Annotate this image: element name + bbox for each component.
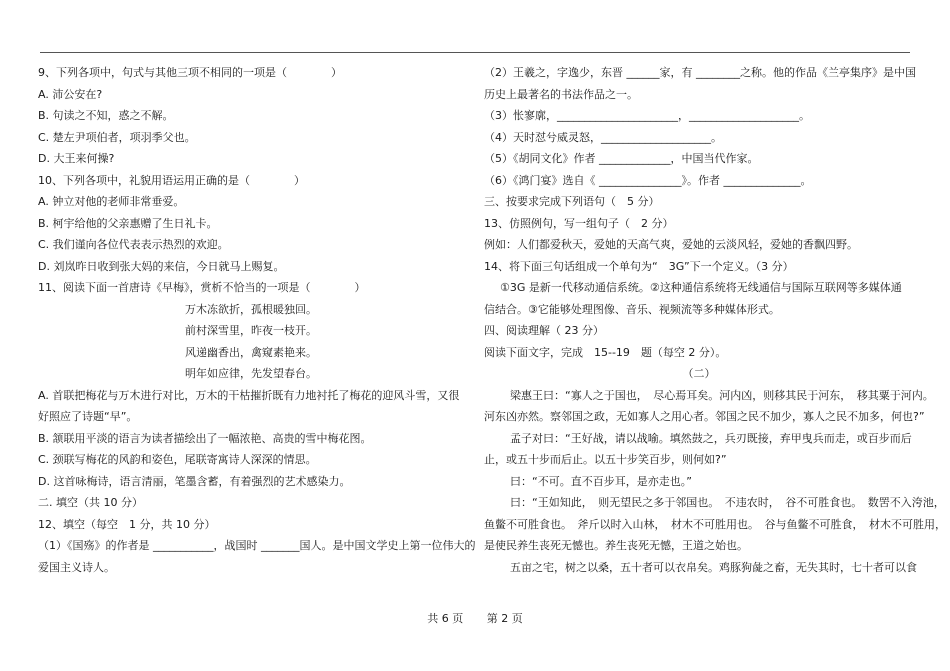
q12-item-5: （5）《胡同文化》作者 _____________，中国当代作家。 [484, 152, 759, 165]
passage-line-4: 止，或五十步而后止。以五十步笑百步，则何如?” [484, 453, 727, 466]
section-2-heading: 二. 填空（共 10 分） [38, 496, 143, 509]
passage-line-6: 曰：“王如知此， 则无望民之多于邻国也。 不违农时， 谷不可胜食也。 数罟不入洿池， [510, 496, 945, 509]
q10-stem: 10、下列各项中，礼貌用语运用正确的是（ ） [38, 173, 305, 187]
total-pages: 共 6 页 [427, 612, 464, 625]
left-column [38, 62, 476, 578]
q9-stem: 9、下列各项中，句式与其他三项不相同的一项是（ ） [38, 66, 342, 79]
q12-item-1: （1）《国殇》的作者是 ___________，战国时 _______国人。是中国文学史上第一位伟大的 [38, 539, 476, 552]
q9-option-d: D. 大王来何操? [38, 152, 115, 165]
passage-line-3: 孟子对曰：“王好战，请以战喻。填然鼓之，兵刃既接，弃甲曳兵而走，或百步而后 [510, 431, 912, 445]
reading-instructions: 阅读下面文字，完成 15--19 题（每空 2 分）。 [484, 345, 727, 359]
q11-option-c: C. 颈联写梅花的风韵和姿色，尾联寄寓诗人深深的情思。 [38, 453, 317, 466]
poem-line-3: 风递幽香出，禽窥素艳来。 [185, 345, 317, 359]
q10-option-d: D. 刘岚昨日收到张大妈的来信，今日就马上赐复。 [38, 259, 285, 273]
page-number: 第 2 页 [486, 612, 523, 625]
passage-line-8: 是使民养生丧死无憾也。养生丧死无憾，王道之始也。 [484, 539, 748, 552]
q9-option-c: C. 楚左尹项伯者，项羽季父也。 [38, 130, 196, 144]
q12-item-3: （3）怅寥廓，______________________，____________________。 [484, 109, 810, 122]
passage-line-1: 梁惠王曰：“寡人之于国也， 尽心焉耳矣。河内凶，则移其民于河东， 移其粟于河内。 [510, 388, 934, 402]
header-rule [40, 52, 910, 53]
q10-option-a: A. 钟立对他的老师非常垂爱。 [38, 195, 185, 208]
q11-option-a: A. 首联把梅花与万木进行对比，万木的干枯摧折既有力地衬托了梅花的迎风斗雪，又很 [38, 388, 460, 402]
poem-line-4: 明年如应律，先发望春台。 [185, 367, 317, 380]
q11-option-d: D. 这首咏梅诗，语言清丽，笔墨含蓄，有着强烈的艺术感染力。 [38, 474, 351, 488]
q12-item-4: （4）天时怼兮威灵怒，____________________。 [484, 130, 722, 144]
q14-material: ①3G 是新一代移动通信系统。②这种通信系统将无线通信与国际互联网等多媒体通 [500, 281, 902, 294]
q12-stem: 12、填空（每空 1 分，共 10 分） [38, 517, 216, 531]
q12-item-6: （6）《鸿门宴》选自《 _______________》。作者 ______________。 [484, 173, 812, 187]
passage-line-7: 鱼鳖不可胜食也。 斧斤以时入山林， 材木不可胜用也。 谷与鱼鳖不可胜食， 材木不可胜用， [484, 517, 946, 531]
q13-example: 例如：人们都爱秋天，爱她的天高气爽，爱她的云淡风轻，爱她的香飘四野。 [484, 238, 858, 251]
q12-item-2-cont: 历史上最著名的书法作品之一。 [484, 87, 638, 101]
q10-option-b: B. 柯宇给他的父亲惠赠了生日礼卡。 [38, 216, 218, 230]
q12-item-1-cont: 爱国主义诗人。 [38, 560, 115, 574]
q11-option-b: B. 颔联用平淡的语言为读者描绘出了一幅浓艳、高贵的雪中梅花图。 [38, 431, 372, 445]
poem-line-1: 万木冻欲折，孤根暖独回。 [185, 302, 317, 316]
q14-material-cont: 信结合。③它能够处理图像、音乐、视频流等多种媒体形式。 [484, 302, 780, 316]
q12-item-2: （2）王羲之，字逸少，东晋 ______家，有 ________之称。他的作品《兰亭集序》是中国 [484, 66, 916, 79]
q14-stem: 14、将下面三句话组成一个单句为“ 3G”下一个定义。（3 分） [484, 259, 794, 273]
q13-stem: 13、仿照例句，写一组句子（ 2 分） [484, 216, 674, 230]
q10-option-c: C. 我们谨向各位代表表示热烈的欢迎。 [38, 238, 229, 251]
passage-label: （二） [682, 367, 716, 380]
poem-line-2: 前村深雪里，昨夜一枝开。 [185, 324, 317, 337]
q11-option-a-cont: 好照应了诗题“早”。 [38, 410, 138, 423]
passage-line-5: 曰：“不可。直不百步耳，是亦走也。” [510, 474, 692, 488]
section-4-heading: 四、阅读理解（ 23 分） [484, 324, 604, 337]
right-column [484, 62, 946, 578]
passage-line-9: 五亩之宅，树之以桑，五十者可以衣帛矣。鸡豚狗彘之畜，无失其时，七十者可以食 [510, 560, 917, 574]
q11-stem: 11、阅读下面一首唐诗《早梅》，赏析不恰当的一项是（ ） [38, 281, 366, 294]
page-footer [0, 610, 950, 626]
q9-option-a: A. 沛公安在? [38, 87, 103, 101]
q9-option-b: B. 句读之不知，惑之不解。 [38, 109, 174, 122]
section-3-heading: 三、按要求完成下列语句（ 5 分） [484, 195, 660, 208]
passage-line-2: 河东凶亦然。察邻国之政，无如寡人之用心者。邻国之民不加少，寡人之民不加多，何也?” [484, 410, 925, 423]
